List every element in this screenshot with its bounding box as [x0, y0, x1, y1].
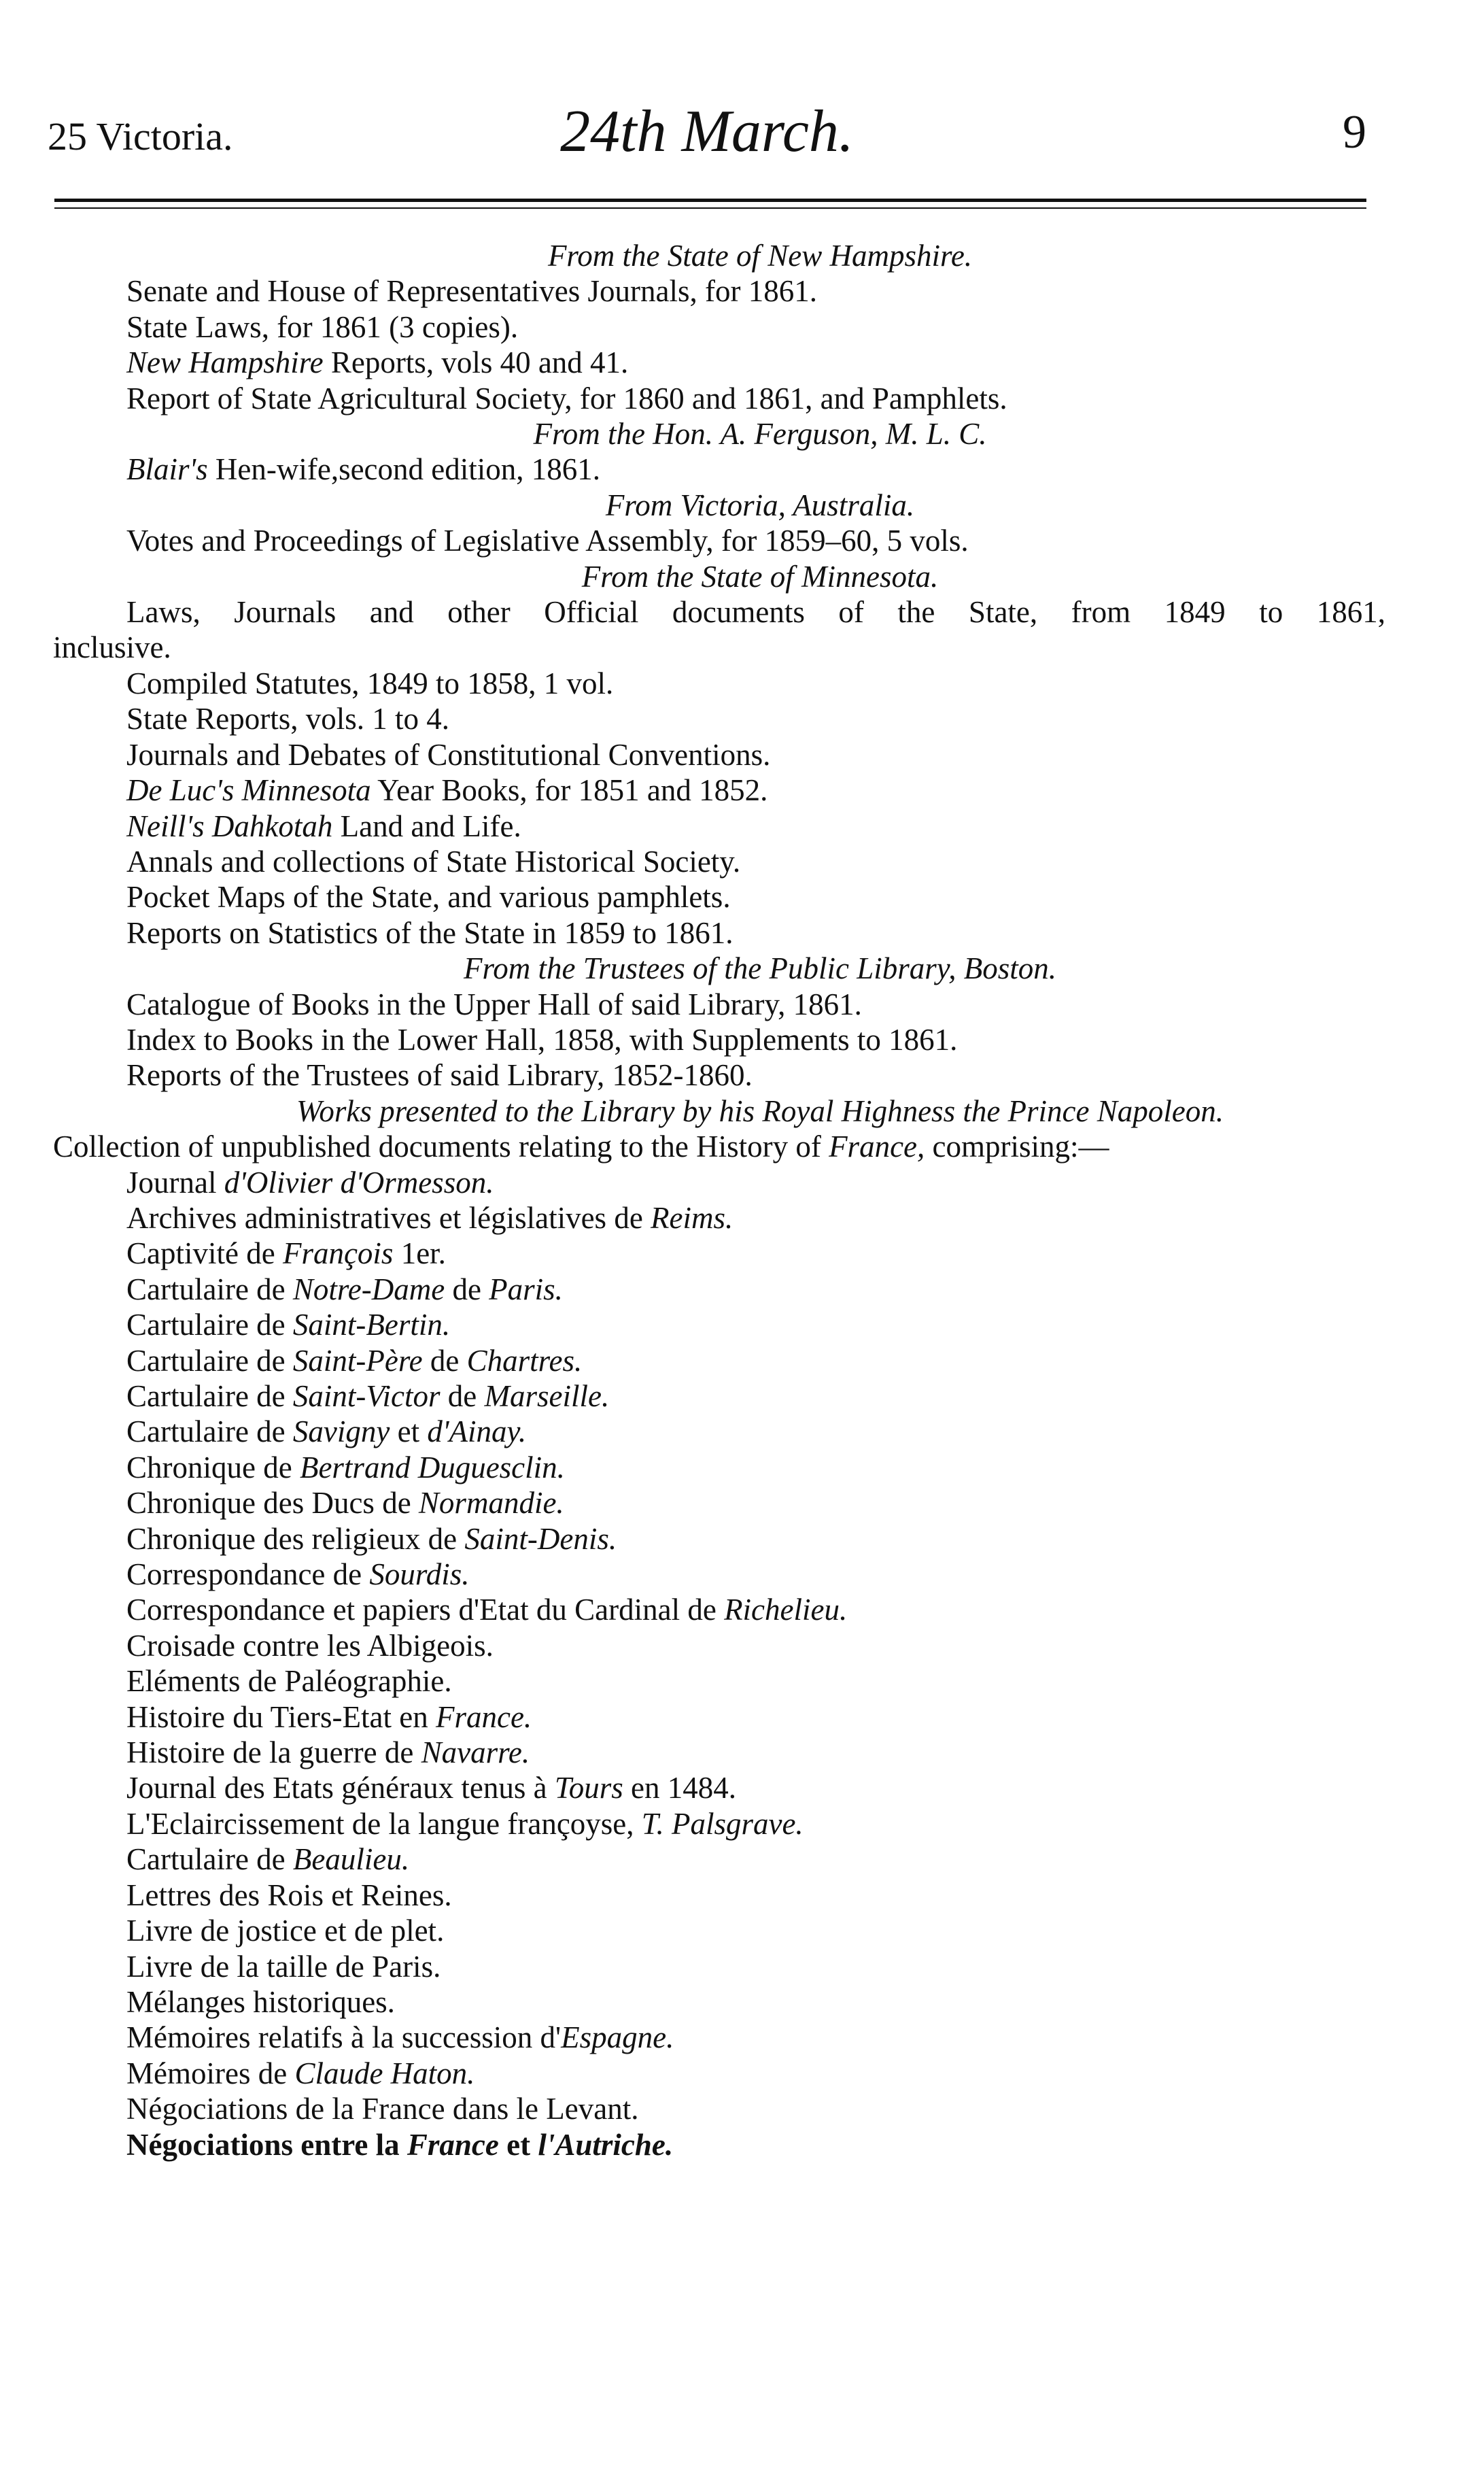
item-text: Cartulaire de — [126, 1379, 293, 1413]
item-text: Cartulaire de — [126, 1272, 293, 1306]
italic-title: Sourdis. — [369, 1557, 470, 1592]
item-text: Journal des Etats généraux tenus à — [126, 1771, 555, 1805]
item-text: Négociations entre la — [126, 2127, 407, 2162]
list-item — [53, 1949, 1385, 1984]
item-text: Journal — [126, 1165, 224, 1200]
running-head — [48, 99, 1366, 177]
list-item — [53, 1984, 1385, 2020]
section-heading-napoleon: Works presented to the Library by his Royal Highness the Prince Napoleon. — [296, 1093, 1224, 1128]
item-text: Histoire de la guerre de — [126, 1735, 421, 1770]
section-heading-boston: From the Trustees of the Public Library, Boston. — [463, 951, 1057, 986]
item-text: Mélanges historiques. — [126, 1984, 395, 2019]
italic-title: Reims. — [651, 1200, 734, 1235]
list-item — [53, 1878, 1385, 1913]
list-item — [53, 2056, 1385, 2091]
italic-title: Neill's Dahkotah — [126, 809, 333, 843]
list-item: Compiled Statutes, 1849 to 1858, 1 vol. — [126, 666, 614, 700]
item-text: Hen-wife,second edition, 1861. — [207, 452, 601, 487]
list-item — [53, 1307, 1385, 1342]
session-label: 25 Victoria. — [48, 114, 233, 158]
list-item — [53, 1450, 1385, 1485]
italic-title: Notre-Dame — [292, 1272, 445, 1306]
list-item: Reports on Statistics of the State in 1859 to 1861. — [126, 915, 734, 950]
italic-title: France — [407, 2127, 499, 2162]
collection-intro — [53, 1129, 1385, 1164]
item-text: Cartulaire de — [126, 1343, 293, 1378]
italic-title: Richelieu. — [724, 1593, 848, 1627]
item-text: Mémoires relatifs à la succession d' — [126, 2020, 562, 2055]
italic-title: Saint-Victor — [292, 1379, 441, 1413]
list-item — [53, 773, 1385, 808]
section-heading-minnesota: From the State of Minnesota. — [581, 559, 939, 594]
item-text: Chronique des religieux de — [126, 1521, 465, 1556]
item-text: Négociations de la France dans le Levant. — [126, 2092, 639, 2126]
list-item — [53, 2020, 1385, 2055]
item-text: Chronique de — [126, 1450, 300, 1484]
italic-title: Saint-Père — [292, 1343, 423, 1378]
list-item: Index to Books in the Lower Hall, 1858, with Supplements to 1861. — [126, 1022, 958, 1057]
list-item: Votes and Proceedings of Legislative Assembly, for 1859–60, 5 vols. — [126, 524, 969, 558]
italic-title: France, — [829, 1130, 925, 1164]
list-item — [53, 1414, 1385, 1449]
item-text: Livre de la taille de Paris. — [126, 1949, 441, 1984]
header-rule-thin — [54, 207, 1366, 209]
item-text: Eléments de Paléographie. — [126, 1664, 452, 1699]
italic-title: d'Ainay. — [427, 1414, 527, 1449]
list-item: Report of State Agricultural Society, for 1860 and 1861, and Pamphlets. — [126, 381, 1007, 415]
list-item — [53, 345, 1385, 380]
list-item — [53, 1200, 1385, 1236]
italic-title: Navarre. — [421, 1735, 530, 1770]
list-item: State Reports, vols. 1 to 4. — [126, 702, 449, 736]
list-item — [53, 1841, 1385, 1877]
italic-title: France. — [435, 1699, 532, 1734]
list-item — [53, 1272, 1385, 1307]
italic-title: Chartres. — [466, 1343, 583, 1378]
item-text: de — [440, 1379, 485, 1413]
list-item — [53, 1521, 1385, 1557]
page-number: 9 — [1343, 106, 1366, 158]
napoleon-collection-list — [53, 1165, 1385, 2162]
italic-title: Tours — [554, 1771, 623, 1805]
list-item — [53, 1485, 1385, 1521]
header-rule-thick — [54, 199, 1366, 202]
list-item — [53, 1628, 1385, 1663]
list-item — [53, 1557, 1385, 1592]
list-item — [53, 1806, 1385, 1841]
list-item: Reports of the Trustees of said Library, 1852-1860. — [126, 1058, 753, 1093]
italic-title: François — [282, 1236, 394, 1271]
item-text: de — [445, 1272, 489, 1306]
italic-title: Claude Haton. — [294, 2056, 475, 2090]
item-text: Lettres des Rois et Reines. — [126, 1878, 452, 1912]
item-text: Correspondance et papiers d'Etat du Cardinal de — [126, 1593, 725, 1627]
list-item: Pocket Maps of the State, and various pamphlets. — [126, 880, 731, 915]
italic-title: T. Palsgrave. — [641, 1806, 804, 1841]
list-item — [53, 2091, 1385, 2126]
italic-title: Marseille. — [484, 1379, 610, 1413]
item-text: et — [390, 1414, 428, 1449]
item-text: Reports, vols 40 and 41. — [323, 345, 629, 380]
italic-title: Bertrand Duguesclin. — [299, 1450, 565, 1484]
item-text: Chronique des Ducs de — [126, 1486, 419, 1521]
list-item: Laws, Journals and other Official documents of the State, from 1849 to 1861, — [126, 595, 1385, 630]
list-item — [53, 1165, 1385, 1200]
list-item: Senate and House of Representatives Journals, for 1861. — [126, 274, 817, 309]
list-item — [53, 1770, 1385, 1805]
italic-title: Saint-Bertin. — [292, 1308, 451, 1342]
list-item: Annals and collections of State Historical Society. — [126, 844, 741, 879]
item-text: Year Books, for 1851 and 1852. — [370, 773, 768, 808]
italic-title: Savigny — [292, 1414, 390, 1449]
list-item: Journals and Debates of Constitutional Conventions. — [126, 737, 771, 772]
italic-title: d'Olivier d'Ormesson. — [224, 1165, 494, 1200]
page-date-title: 24th March. — [560, 99, 854, 165]
list-item — [53, 1735, 1385, 1770]
list-item — [53, 809, 1385, 844]
italic-title: Espagne. — [561, 2020, 674, 2055]
item-text: Archives administratives et législatives de — [126, 1200, 651, 1235]
italic-title: De Luc's Minnesota — [126, 773, 371, 808]
list-item — [53, 1663, 1385, 1699]
list-item — [53, 1913, 1385, 1948]
list-item — [53, 1236, 1385, 1271]
list-item — [53, 1378, 1385, 1414]
section-heading-victoria: From Victoria, Australia. — [605, 488, 915, 522]
italic-title: Saint-Denis. — [464, 1521, 617, 1556]
item-text: Mémoires de — [126, 2056, 295, 2090]
list-item — [53, 1699, 1385, 1735]
item-text: et — [498, 2127, 538, 2162]
item-text: Cartulaire de — [126, 1842, 293, 1877]
italic-title: Normandie. — [418, 1486, 564, 1521]
italic-title: New Hampshire — [126, 345, 324, 380]
item-text: Captivité de — [126, 1236, 283, 1271]
item-text: en 1484. — [623, 1771, 736, 1805]
item-text: Cartulaire de — [126, 1308, 293, 1342]
list-item-continuation: inclusive. — [53, 630, 171, 665]
italic-title: Paris. — [489, 1272, 563, 1306]
item-text: L'Eclaircissement de la langue françoyse, — [126, 1806, 642, 1841]
list-item: Catalogue of Books in the Upper Hall of said Library, 1861. — [126, 987, 862, 1021]
item-text: comprising:— — [925, 1130, 1109, 1164]
page-body — [53, 238, 1385, 2162]
item-text: Livre de jostice et de plet. — [126, 1914, 445, 1948]
item-text: 1er. — [393, 1236, 446, 1271]
italic-title: l'Autriche. — [538, 2127, 674, 2162]
item-text: Correspondance de — [126, 1557, 370, 1592]
italic-title: Beaulieu. — [292, 1842, 410, 1877]
item-text: Cartulaire de — [126, 1414, 293, 1449]
item-text: Land and Life. — [332, 809, 521, 843]
list-item: State Laws, for 1861 (3 copies). — [126, 309, 519, 344]
italic-title: Blair's — [126, 452, 208, 487]
item-text: Collection of unpublished documents relating to the History of — [53, 1130, 829, 1164]
list-item — [53, 452, 1385, 487]
item-text: de — [422, 1343, 467, 1378]
list-item — [53, 1343, 1385, 1378]
item-text: Histoire du Tiers-Etat en — [126, 1699, 436, 1734]
item-text: Croisade contre les Albigeois. — [126, 1628, 494, 1663]
list-item — [53, 1592, 1385, 1627]
list-item — [53, 2127, 1385, 2162]
section-heading-ferguson: From the Hon. A. Ferguson, M. L. C. — [533, 417, 987, 452]
section-heading-new-hampshire: From the State of New Hampshire. — [547, 239, 973, 273]
